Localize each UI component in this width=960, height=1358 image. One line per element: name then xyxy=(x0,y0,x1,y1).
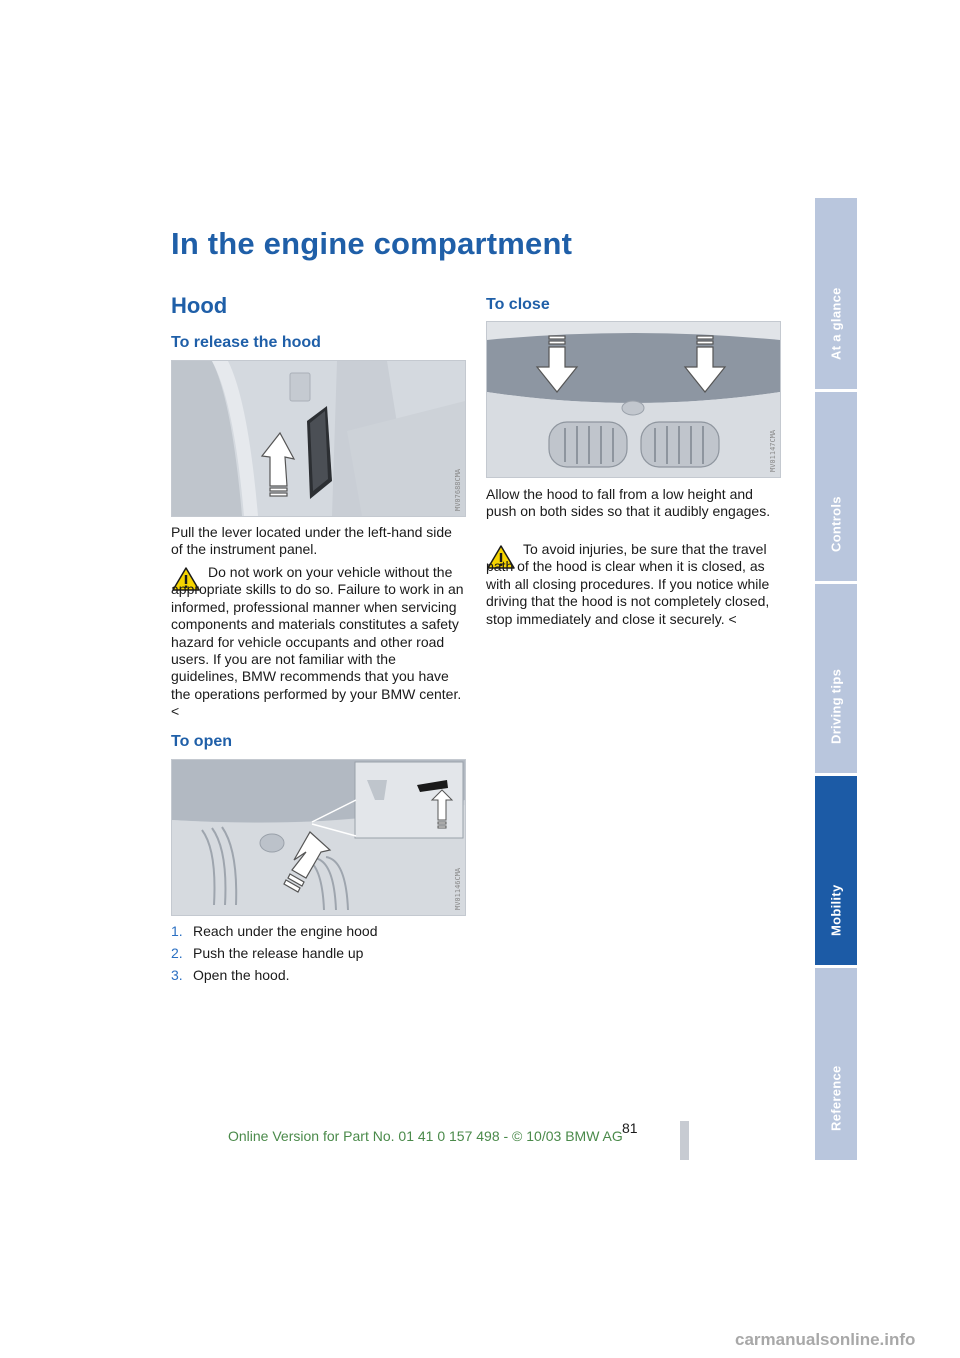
tab-driving-tips[interactable] xyxy=(815,584,857,773)
list-item: 1. Reach under the engine hood xyxy=(171,923,378,939)
figure-code: MV01147CMA xyxy=(769,429,777,472)
page-number: 81 xyxy=(622,1120,638,1136)
page-title: In the engine compartment xyxy=(171,226,573,261)
release-instruction: Pull the lever located under the left-hand side of the instrument panel. xyxy=(171,524,452,558)
subheading-open: To open xyxy=(171,733,233,750)
tab-label: Controls xyxy=(828,496,844,552)
watermark: carmanualsonline.info xyxy=(735,1330,916,1349)
tab-label: Reference xyxy=(828,1065,844,1131)
tab-reference[interactable] xyxy=(815,968,857,1160)
sidebar-tabs xyxy=(815,198,857,1160)
close-instruction: Allow the hood to fall from a low height and push on both sides so that it audibly engages. xyxy=(486,486,771,520)
tab-at-a-glance[interactable] xyxy=(815,198,857,389)
figure-open-hood xyxy=(171,759,466,916)
figure-code: MV07688CMA xyxy=(454,468,462,511)
list-item: 3. Open the hood. xyxy=(171,967,290,983)
list-item: 2. Push the release handle up xyxy=(171,945,364,961)
subheading-close: To close xyxy=(486,296,550,313)
warning-end-mark: < xyxy=(171,703,180,720)
section-heading-hood: Hood xyxy=(171,293,228,318)
figure-close-hood xyxy=(486,321,781,478)
tab-mobility[interactable] xyxy=(815,776,857,965)
tab-controls[interactable] xyxy=(815,392,857,581)
open-steps-list xyxy=(171,923,466,989)
subheading-release: To release the hood xyxy=(171,334,321,351)
warning-text-release: Do not work on your vehicle without the appropriate skills to do so. Failure to work in an informed, professional manner when servicing components and materials constitutes a safety hazard for vehicle occupants and other road users. If you are not familiar with the guidelines, BMW recommends that you have the operations performed by your BMW center. < xyxy=(171,564,464,720)
footer-text: Online Version for Part No. 01 41 0 157 498 - © 10/03 BMW AG xyxy=(228,1128,623,1144)
tab-label: Driving tips xyxy=(828,668,844,744)
figure-code: MV01146CMA xyxy=(454,867,462,910)
page-number-bar xyxy=(680,1121,689,1160)
warning-end-mark: < xyxy=(728,610,737,627)
figure-release-lever xyxy=(171,360,466,517)
warning-text-close: To avoid injuries, be sure that the travel path of the hood is clear when it is closed, as with all closing procedures. If you notice while driving that the hood is not completely closed, stop immediately and close it securely. < xyxy=(486,541,770,627)
tab-label: At a glance xyxy=(828,287,844,360)
tab-label: Mobility xyxy=(828,884,844,936)
